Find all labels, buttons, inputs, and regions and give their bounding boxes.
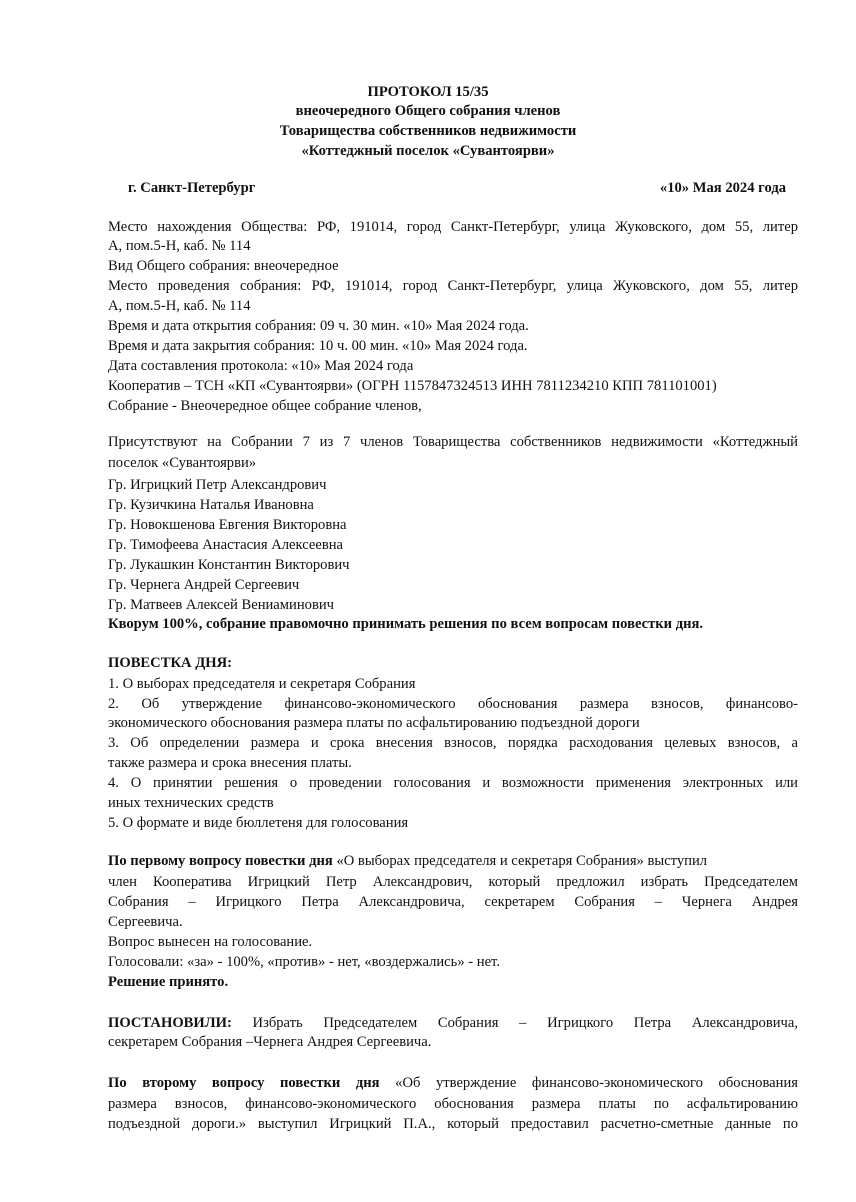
- q1-line: Вопрос вынесен на голосование.: [108, 934, 313, 950]
- attendance-intro: Присутствуют на Собрании 7 из 7 членов Товарищества собственников недвижимости «Коттеджный: [108, 434, 798, 450]
- agenda-item: экономического обоснования размера платы по асфальтированию подъездной дороги: [108, 715, 640, 731]
- document-subtitle: внеочередного Общего собрания членов: [295, 103, 561, 119]
- agenda-item: 3. Об определении размера и срока внесения взносов, порядка расходования целевых взносов, а: [108, 735, 798, 751]
- info-line: А, пом.5-Н, каб. № 114: [108, 298, 251, 314]
- q1-vote: Голосовали: «за» - 100%, «против» - нет, «воздержались» - нет.: [108, 954, 500, 970]
- agenda-item: также размера и срока внесения платы.: [108, 755, 352, 771]
- city: г. Санкт-Петербург: [128, 180, 256, 196]
- q1-text: «О выборах председателя и секретаря Собрания» выступил: [332, 853, 708, 869]
- info-line: Место проведения собрания: РФ, 191014, город Санкт-Петербург, улица Жуковского, дом 55, литер: [108, 278, 798, 294]
- info-line: Дата составления протокола: «10» Мая 2024 года: [108, 358, 414, 374]
- agenda-item: иных технических средств: [108, 795, 274, 811]
- q2-line: размера взносов, финансово-экономического обоснования размера платы по асфальтированию: [108, 1096, 798, 1112]
- info-line: Время и дата открытия собрания: 09 ч. 30 мин. «10» Мая 2024 года.: [108, 318, 529, 334]
- q1-decision: Решение принято.: [108, 974, 229, 990]
- q1-line: Сергеевича.: [108, 914, 183, 930]
- resolved-line: [108, 1013, 798, 1033]
- resolved-line: секретарем Собрания –Чернега Андрея Сергеевича.: [108, 1034, 432, 1050]
- agenda-item: 4. О принятии решения о проведении голосования и возможности применения электронных или: [108, 775, 798, 791]
- info-line: Кооператив – ТСН «КП «Сувантоярви» (ОГРН 1157847324513 ИНН 7811234210 КПП 781101001): [108, 378, 717, 394]
- info-line: Вид Общего собрания: внеочередное: [108, 258, 339, 274]
- attendance-intro: поселок «Сувантоярви»: [108, 455, 257, 471]
- q1-line: Собрания – Игрицкого Петра Александровича, секретарем Собрания – Чернега Андрея: [108, 894, 798, 910]
- info-line: Место нахождения Общества: РФ, 191014, город Санкт-Петербург, улица Жуковского, дом 55, литер: [108, 219, 798, 235]
- agenda-item: 2. Об утверждение финансово-экономического обоснования размера взносов, финансово-: [108, 696, 798, 712]
- member-item: Гр. Новокшенова Евгения Викторовна: [108, 517, 347, 533]
- document-date: «10» Мая 2024 года: [659, 180, 786, 196]
- q2-text: «Об утверждение финансово-экономического обоснования: [379, 1075, 798, 1091]
- info-line: А, пом.5-Н, каб. № 114: [108, 238, 251, 254]
- member-item: Гр. Кузичкина Наталья Ивановна: [108, 497, 314, 513]
- document-subtitle: Товарищества собственников недвижимости: [279, 123, 577, 139]
- document-title: ПРОТОКОЛ 15/35: [367, 84, 489, 100]
- agenda-item: 1. О выборах председателя и секретаря Собрания: [108, 676, 416, 692]
- q2-line: подъездной дороги.» выступил Игрицкий П.А., который предоставил расчетно-сметные данные по: [108, 1116, 798, 1132]
- agenda-heading: ПОВЕСТКА ДНЯ:: [108, 655, 233, 671]
- member-item: Гр. Чернега Андрей Сергеевич: [108, 577, 300, 593]
- q2-lead: По второму вопросу повестки дня: [108, 1075, 380, 1091]
- q1-line: [108, 851, 707, 871]
- member-item: Гр. Тимофеева Анастасия Алексеевна: [108, 537, 344, 553]
- quorum-statement: Кворум 100%, собрание правомочно принимать решения по всем вопросам повестки дня.: [108, 616, 704, 632]
- q1-line: член Кооператива Игрицкий Петр Александрович, который предложил избрать Председателем: [108, 874, 798, 890]
- member-item: Гр. Игрицкий Петр Александрович: [108, 477, 327, 493]
- member-item: Гр. Матвеев Алексей Вениаминович: [108, 597, 334, 613]
- document-subtitle: «Коттеджный поселок «Сувантоярви»: [301, 143, 555, 159]
- q2-line: [108, 1073, 798, 1093]
- resolved-text: Избрать Председателем Собрания – Игрицкого Петра Александровича,: [231, 1015, 798, 1031]
- resolved-lead: ПОСТАНОВИЛИ:: [108, 1015, 232, 1031]
- info-line: Собрание - Внеочередное общее собрание членов,: [108, 398, 422, 414]
- q1-lead: По первому вопросу повестки дня: [108, 853, 333, 869]
- info-line: Время и дата закрытия собрания: 10 ч. 00 мин. «10» Мая 2024 года.: [108, 338, 528, 354]
- member-item: Гр. Лукашкин Константин Викторович: [108, 557, 350, 573]
- agenda-item: 5. О формате и виде бюллетеня для голосования: [108, 815, 409, 831]
